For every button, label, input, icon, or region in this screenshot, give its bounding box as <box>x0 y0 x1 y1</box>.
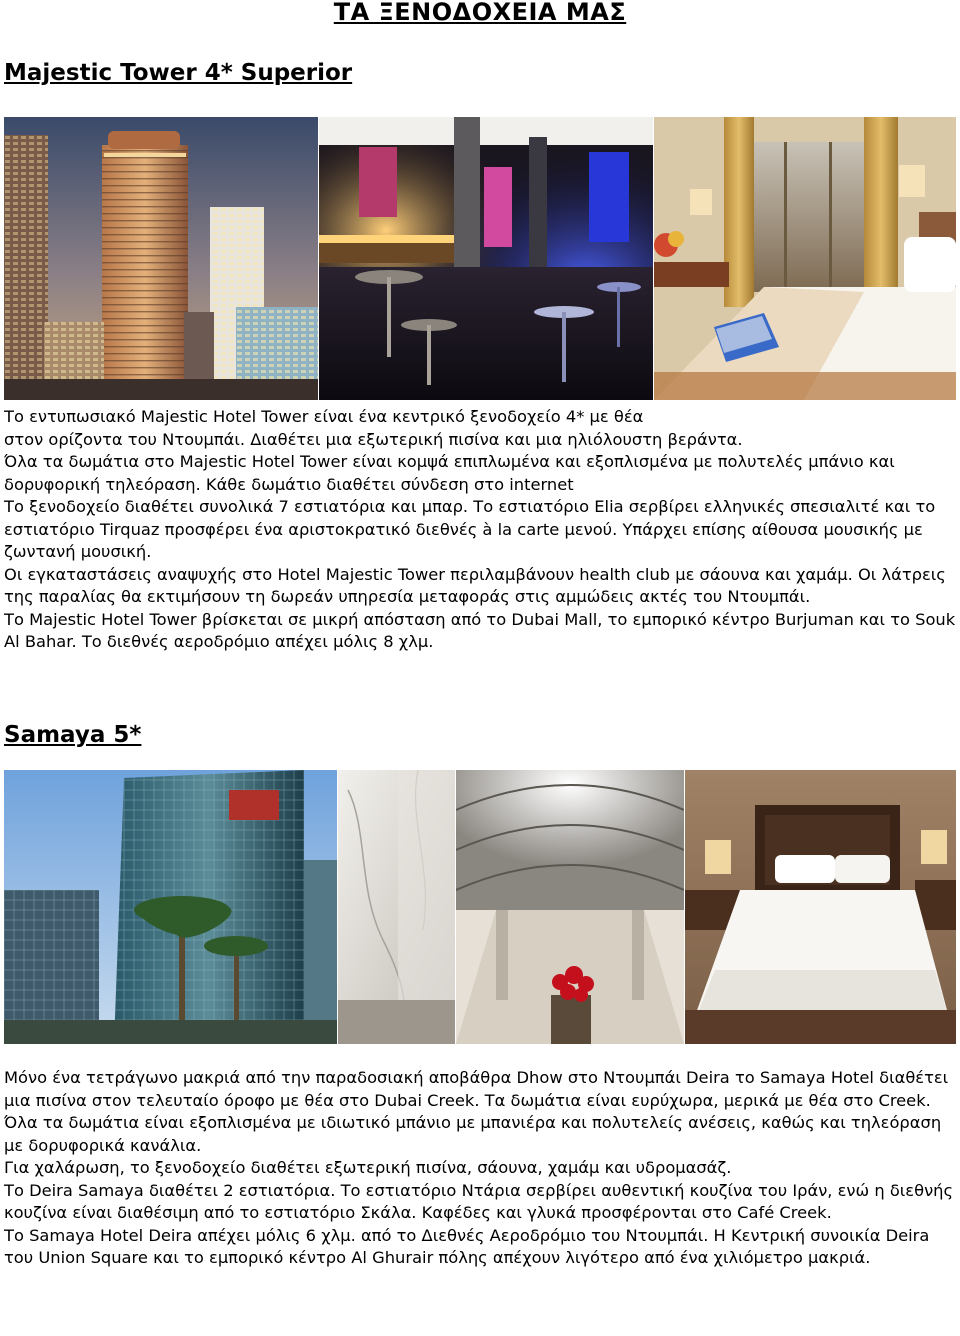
hotel-title-samaya: Samaya 5* <box>4 722 142 748</box>
paragraph: Το ξενοδοχείο διαθέτει συνολικά 7 εστιατόρια και μπαρ. Το εστιατόριο Elia σερβίρει ελληνικές σπεσιαλιτέ και το εστιατόριο Tirquaz προσφέρει ένα αριστοκρατικό διεθνές à la carte μενού. Υπάρχει επίσης αίθουσα μουσικής με ζωντανή μουσική. <box>4 497 936 561</box>
paragraph: Όλα τα δωμάτια είναι εξοπλισμένα με ιδιωτικό μπάνιο με μπανιέρα και πολυτελείς ανέσεις, καθώς και τηλεόραση με δορυφορικά κανάλια. <box>4 1113 942 1155</box>
paragraph: Το Deira Samaya διαθέτει 2 εστιατόρια. Το εστιατόριο Ντάρια σερβίρει αυθεντική κουζίνα του Ιράν, ενώ η διεθνής κουζίνα είναι διαθέσιμη από το εστιατόριο Σκάλα. Καφέδες και γλυκά προσφέρονται στο Café Creek. <box>4 1180 954 1222</box>
bedroom-photo <box>685 770 956 1044</box>
paragraph: Οι εγκαταστάσεις αναψυχής στο Hotel Majestic Tower περιλαμβάνουν health club με σάουνα και χαμάμ. Οι λάτρεις της παραλίας θα εκτιμήσουν τη δωρεάν υπηρεσία μεταφοράς στις αμμώδεις ακτές του Ντουμπάι. <box>4 564 946 606</box>
paragraph: Μόνο ένα τετράγωνο μακριά από την παραδοσιακή αποβάθρα Dhow στο Ντουμπάι Deira το Samaya Hotel διαθέτει μια πισίνα στον τελευταίο όροφο με θέα στο Dubai Creek. Τα δωμάτια είναι ευρύχωρα, μερικά με θέα στο Creek. <box>4 1068 949 1110</box>
paragraph: Το Majestic Hotel Tower βρίσκεται σε μικρή απόσταση από το Dubai Mall, το εμπορικό κέντρο Burjuman και το Souk Al Bahar. Το διεθνές αεροδρόμιο απέχει μόλις 8 χλμ. <box>4 609 956 651</box>
lounge-bar-photo <box>319 117 653 400</box>
hotel-title-majestic: Majestic Tower 4* Superior <box>4 60 353 86</box>
guest-room-photo <box>654 117 956 400</box>
atrium-photo <box>456 770 684 1044</box>
marble-lobby-photo <box>338 770 455 1044</box>
paragraph: Για χαλάρωση, το ξενοδοχείο διαθέτει εξωτερική πισίνα, σάουνα, χαμάμ και υδρομασάζ. <box>4 1158 732 1177</box>
paragraph: στον ορίζοντα του Ντουμπάι. Διαθέτει μια εξωτερική πισίνα και μια ηλιόλουστη βεράντα. <box>4 429 743 449</box>
hotel-description-samaya <box>4 1067 956 1270</box>
hotel-description-majestic <box>4 406 956 654</box>
hotel-exterior-day-photo <box>4 770 337 1044</box>
hotel-exterior-night-photo <box>4 117 318 400</box>
paragraph: Όλα τα δωμάτια στο Majestic Hotel Tower είναι κομψά επιπλωμένα και εξοπλισμένα με πολυτελές μπάνιο και δορυφορική τηλεόραση. Κάθε δωμάτιο διαθέτει σύνδεση στο internet <box>4 452 895 494</box>
document-title: ΤΑ ΞΕΝΟΔΟΧΕΙΑ ΜΑΣ <box>333 0 627 26</box>
paragraph: Το Samaya Hotel Deira απέχει μόλις 6 χλμ. από το Διεθνές Αεροδρόμιο του Ντουμπάι. Η Κεντρική συνοικία Deira του Union Square και το εμπορικό κέντρο Al Ghurair πόλης απέχουν λιγότερο από ένα χιλιόμετρο μακριά. <box>4 1225 930 1267</box>
paragraph: Το εντυπωσιακό Majestic Hotel Tower είναι ένα κεντρικό ξενοδοχείο 4* με θέα <box>4 407 644 426</box>
